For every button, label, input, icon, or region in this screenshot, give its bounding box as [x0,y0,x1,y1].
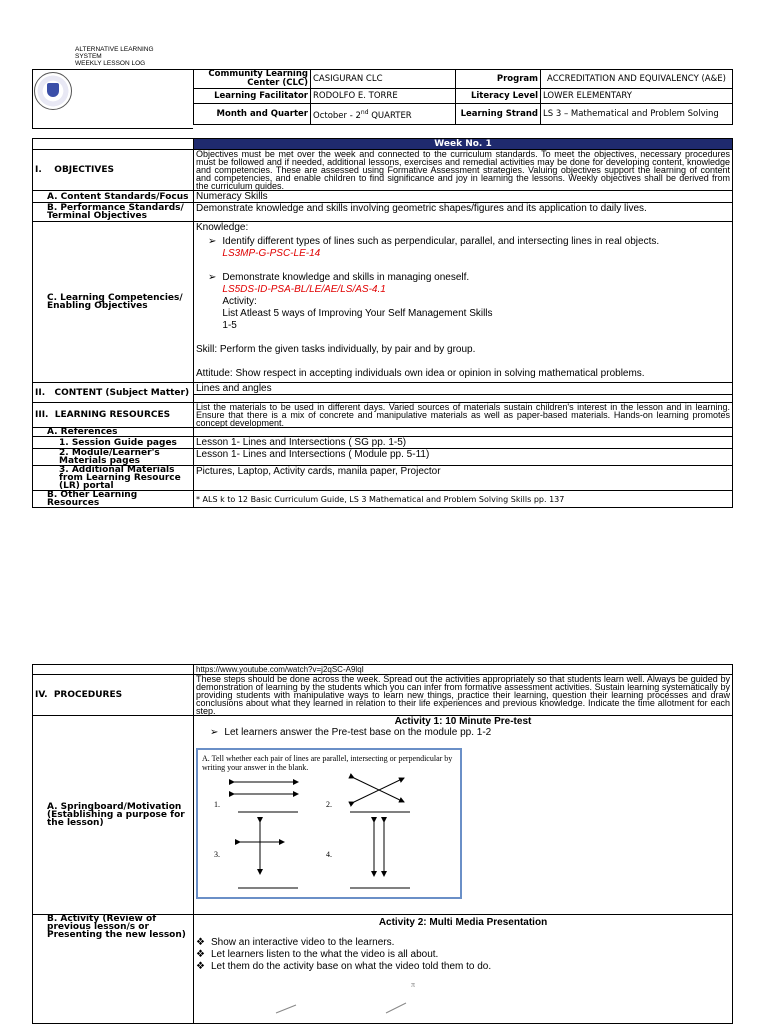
resources-label: III. LEARNING RESOURCES [33,403,194,428]
attitude-text: Attitude: Show respect in accepting individuals own idea or opinion in solving mathematical problems. [196,368,645,379]
video-thumbnail-image [206,975,436,1015]
performance-standards-label: B. Performance Standards/ Terminal Objectives [33,203,194,222]
activity1-title: Activity 1: 10 Minute Pre-test [394,716,532,727]
month-label: Month and Quarter [194,104,311,125]
activity2-text-1: Show an interactive video to the learners. [210,937,395,948]
blank-cell [33,665,194,675]
intersecting-lines-icon [354,778,404,802]
item-number-4: 4. [326,850,332,859]
diamond-bullet-icon: ❖ [196,949,205,960]
competencies-label: C. Learning Competencies/ Enabling Objectives [33,222,194,383]
bullet1-text: Identify different types of lines such as perpendicular, parallel, and intersecting lines in real objects. [222,236,660,247]
competency-item-2 [196,272,730,332]
activity1-text: Let learners answer the Pre-test base on the module pp. 1-2 [224,727,492,738]
springboard-cell [194,716,733,915]
literacy-value: LOWER ELEMENTARY [541,89,733,104]
resources-text: List the materials to be used in different days. Varied sources of materials sustain children's interest in the lesson and in learning. Ensure that there is a mix of concrete and manipulative materials as well as paper-based materials. Hands-on learning promotes concept development. [194,403,733,428]
activity2-item-3 [196,961,730,973]
content-standards-value: Numeracy Skills [194,191,733,203]
blank-cell [33,139,194,150]
activity-number: 1-5 [222,320,237,331]
activity-label: Activity: [222,296,257,307]
info-table [193,69,733,125]
module-label: 2. Module/Learner's Materials pages [33,449,194,466]
activity2-text-3: Let them do the activity base on what the video told them to do. [210,961,492,972]
vertical-parallel-lines-icon [374,822,384,876]
pretest-image [196,748,462,899]
other-resources-label: B. Other Learning Resources [33,491,194,508]
code2: LS5DS-ID-PSA-BL/LE/AE/LS/AS-4.1 [222,284,386,295]
pretest-instruction: A. Tell whether each pair of lines are parallel, intersecting or perpendicular by writing your answer in the blank. [202,754,453,772]
session-guide-label: 1. Session Guide pages [33,437,194,449]
session-guide-value: Lesson 1- Lines and Intersections ( SG pp. 1-5) [194,437,733,449]
competency-item-1 [196,236,730,260]
content-value: Lines and angles [194,383,733,395]
objectives-text: Objectives must be met over the week and connected to the curriculum standards. To meet the objectives, necessary procedures must be followed and if needed, additional lessons, exercises and remedial activities may be done for developing content, knowledge and competencies. These are assessed using Formative Assessment strategies. Valuing objectives support the learning of content and competencies, and enable children to find significance and joy in learning the lessons. Weekly objectives shall be derived from the curriculum guides. [194,150,733,191]
activity2-title: Activity 2: Multi Media Presentation [378,917,548,928]
header-line3: WEEKLY LESSON LOG [75,60,146,67]
procedures-label: IV. PROCEDURES [33,675,194,716]
arrow-bullet-icon: ➢ [208,272,217,283]
additional-materials-value: Pictures, Laptop, Activity cards, manila paper, Projector [194,466,733,491]
svg-text:π: π [411,980,416,989]
program-value: ACCREDITATION AND EQUIVALENCY (A&E) [541,70,733,89]
procedures-table [32,664,733,1024]
lesson-table [32,138,733,508]
week-number: Week No. 1 [194,139,733,150]
code1: LS3MP-G-PSC-LE-14 [222,248,321,259]
program-label: Program [456,70,541,89]
item-number-1: 1. [214,800,220,809]
diamond-bullet-icon: ❖ [196,961,205,972]
item-number-3: 3. [214,850,220,859]
clc-value: CASIGURAN CLC [311,70,456,89]
arrow-bullet-icon: ➢ [210,727,219,738]
competencies-cell [194,222,733,383]
facilitator-value: RODOLFO E. TORRE [311,89,456,104]
references-label: A. References [33,428,194,437]
literacy-label: Literacy Level [456,89,541,104]
perpendicular-lines-icon [240,822,284,874]
additional-materials-label: 3. Additional Materials from Learning Resource (LR) portal [33,466,194,491]
bullet2-text: Demonstrate knowledge and skills in managing oneself. [222,272,470,283]
module-value: Lesson 1- Lines and Intersections ( Module pp. 5-11) [194,449,733,466]
objectives-label: I. OBJECTIVES [33,150,194,191]
strand-label: Learning Strand [456,104,541,125]
arrow-bullet-icon: ➢ [208,236,217,247]
deped-seal-icon [34,72,72,110]
springboard-label: A. Springboard/Motivation (Establishing a purpose for the lesson) [33,716,194,915]
activity2-text-2: Let learners listen to the what the video is all about. [210,949,439,960]
strand-value: LS 3 – Mathematical and Problem Solving [541,104,733,125]
activity1-item [196,727,730,738]
activity2-item-1 [196,937,730,949]
content-label: II. CONTENT (Subject Matter) [33,383,194,403]
diamond-bullet-icon: ❖ [196,937,205,948]
video-url: https://www.youtube.com/watch?v=j2qSC-A9lqI [194,665,733,675]
item-number-2: 2. [326,800,332,809]
lines-diagram [198,750,460,897]
header-line2: SYSTEM [75,53,102,60]
activity2-item-2 [196,949,730,961]
skill-text: Skill: Perform the given tasks individually, by pair and by group. [196,344,476,355]
header-line1: ALTERNATIVE LEARNING [75,46,154,53]
facilitator-label: Learning Facilitator [194,89,311,104]
month-value: October - 2nd QUARTER [311,104,456,125]
activity-review-cell [194,915,733,1024]
performance-standards-value: Demonstrate knowledge and skills involving geometric shapes/figures and its application to daily lives. [194,203,733,222]
content-standards-label: A. Content Standards/Focus [33,191,194,203]
procedures-text: These steps should be done across the week. Spread out the activities appropriately so that students learn well. Always be guided by demonstration of learning by the students which you can infer from formative assessment activities. Sustain learning systematically by providing students with manipulative ways to learn new things, practice their learning, question their learning processes and draw conclusions about what they learned in relation to their life experiences and previous knowledge. Indicate the time allotment for each step. [194,675,733,716]
activity-review-label: B. Activity (Review of previous lesson/s or Presenting the new lesson) [33,915,194,1024]
other-resources-value: * ALS k to 12 Basic Curriculum Guide, LS 3 Mathematical and Problem Solving Skills pp. 137 [194,491,733,508]
knowledge-label: Knowledge: [196,222,249,233]
parallel-lines-icon [234,782,298,794]
references-blank [194,428,733,437]
clc-label: Community Learning Center (CLC) [194,70,311,89]
header-text [75,46,185,67]
activity-text: List Atleast 5 ways of Improving Your Self Management Skills [222,308,493,319]
